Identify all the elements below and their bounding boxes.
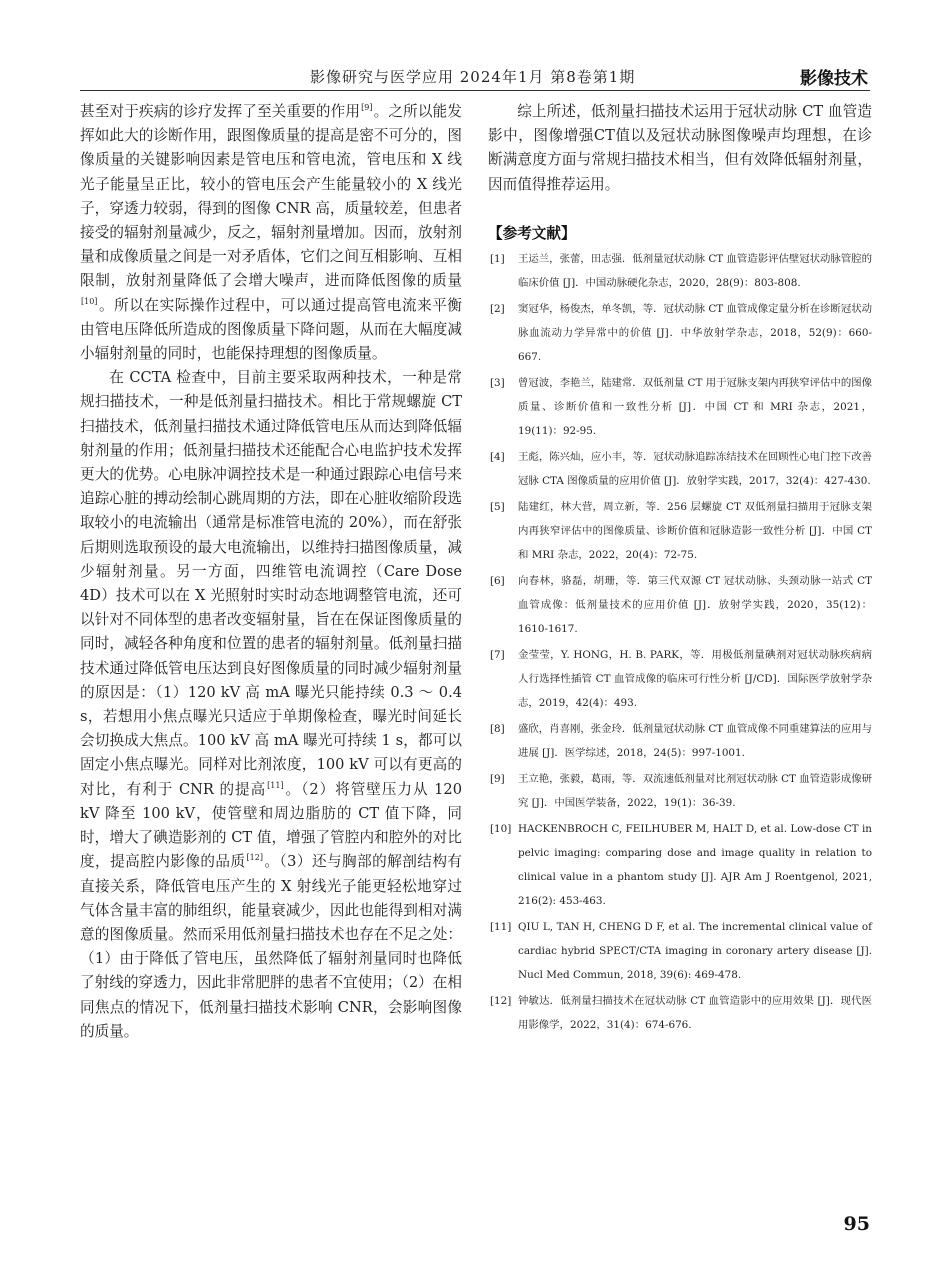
reference-text: QIU L, TAN H, CHENG D F, et al. The incremental clinical value of cardiac hybrid SPECT/CTA imaging in coronary artery disease [J]. Nucl Med Commun, 2018, 39(6): 469-478. — [518, 920, 872, 981]
reference-item — [488, 247, 872, 295]
header-rule — [80, 90, 870, 91]
body-paragraph — [80, 100, 462, 366]
reference-number: [4] — [490, 450, 505, 463]
reference-number: [1] — [490, 252, 505, 265]
reference-number: [12] — [490, 994, 512, 1007]
left-column — [80, 100, 462, 1044]
reference-text: 窦冠华，杨俊杰，单冬凯，等．冠状动脉 CT 血管成像定量分析在诊断冠状动脉血流动力学异常中的价值 [J]．中华放射学杂志，2018，52(9)：660-667. — [518, 302, 872, 363]
citation-marker[interactable]: [11] — [267, 780, 284, 790]
citation-marker[interactable]: [9] — [361, 103, 373, 113]
paragraph-text: 。（2）将管壁压力从 120 kV 降至 100 kV，使管壁和周边脂肪的 CT 值下降，同时，增大了碘造影剂的 CT 值，增强了管腔内和腔外的对比度，提高腔内影像的品质 — [80, 780, 463, 871]
conclusion-paragraph: 综上所述，低剂量扫描技术运用于冠状动脉 CT 血管造影中，图像增强CT值以及冠状动脉图像噪声均理想，在诊断满意度方面与常规扫描技术相当，但有效降低辐射剂量，因而值得推荐运用。 — [488, 103, 872, 193]
reference-item — [488, 495, 872, 567]
reference-item — [488, 297, 872, 369]
reference-number: [3] — [490, 376, 505, 389]
reference-number: [6] — [490, 574, 505, 587]
reference-number: [7] — [490, 648, 505, 661]
reference-item — [488, 817, 872, 913]
reference-number: [9] — [490, 772, 505, 785]
references-heading: 【参考文献】 — [488, 224, 576, 242]
body-paragraph — [80, 366, 462, 1044]
paragraph-text: 。所以在实际操作过程中，可以通过提高管电流来平衡由管电压降低所造成的图像质量下降问题，从而在大幅度减小辐射剂量的同时，也能保持理想的图像质量。 — [80, 296, 462, 363]
reference-item — [488, 989, 872, 1037]
section-title: 影像技术 — [800, 69, 868, 89]
citation-marker[interactable]: [10] — [81, 296, 98, 306]
paragraph-text: 。之所以能发挥如此大的诊断作用，跟图像质量的提高是密不可分的，图像质量的关键影响因素是管电压和管电流，管电压和 X 线光子能量呈正比，较小的管电压会产生能量较小的 X 线光子，穿透力较弱，得到的图像 CNR 高，质量较差，但患者接受的辐射剂量减少，反之，辐射剂量增加。因而，放射剂量和成像质量之间是一对矛盾体，它们之间互相影响、互相限制，放射剂量降低了会增大噪声，进而降低图像的质量 — [80, 103, 462, 290]
reference-text: 陆建红，林大营，周立新，等．256 层螺旋 CT 双低剂量扫描用于冠脉支架内再狭窄评估中的图像质量、诊断价值和冠脉造影一致性分析 [J]．中国 CT 和 MRI 杂志，2022，20(4)：72-75. — [518, 500, 872, 561]
reference-text: 盛欣，肖喜刚，张金玲．低剂量冠状动脉 CT 血管成像不同重建算法的应用与进展 [J]．医学综述，2018，24(5)：997-1001. — [518, 722, 872, 759]
reference-list — [488, 247, 872, 1037]
reference-text: HACKENBROCH C, FEILHUBER M, HALT D, et al. Low-dose CT in pelvic imaging: comparing dose and image quality in relation to clinical value in a phantom study [J]. AJR Am J Roentgenol, 2021, 216(2): 453-463. — [518, 822, 872, 907]
reference-number: [2] — [490, 302, 505, 315]
reference-text: 钟敏达．低剂量扫描技术在冠状动脉 CT 血管造影中的应用效果 [J]．现代医用影像学，2022，31(4)：674-676. — [518, 994, 872, 1031]
running-header — [80, 64, 870, 90]
reference-item — [488, 717, 872, 765]
reference-text: 王彪，陈兴灿，应小丰，等．冠状动脉追踪冻结技术在回顾性心电门控下改善冠脉 CTA 图像质量的应用价值 [J]．放射学实践，2017，32(4)：427-430. — [518, 450, 872, 487]
reference-number: [8] — [490, 722, 505, 735]
citation-marker[interactable]: [12] — [246, 853, 263, 863]
reference-text: 金莹莹，Y. HONG，H. B. PARK，等．用极低剂量碘剂对冠状动脉疾病病人行选择性插管 CT 血管成像的临床可行性分析 [J/CD]．国际医学放射学杂志，2019，42(4)：493. — [518, 648, 872, 709]
paragraph-text: 在 CCTA 检查中，目前主要采取两种技术，一种是常规扫描技术，一种是低剂量扫描技术。相比于常规螺旋 CT 扫描技术，低剂量扫描技术通过降低管电压从而达到降低辐射剂量的作用；低剂量扫描技术还能配合心电监护技术发挥更大的优势。心电脉冲调控技术是一种通过跟踪心电信号来追踪心脏的搏动绘制心跳周期的方法，即在心脏收缩阶段选取较小的电流输出（通常是标准管电流的 20%），而在舒张后期则选取预设的最大电流输出，以维持扫描图像质量，减少辐射剂量。另一方面，四维管电流调控（Care Dose 4D）技术可以在 X 光照射时实时动态地调整管电流，还可以针对不同体型的患者改变辐射量，旨在在保证图像质量的同时，减轻各种角度和位置的患者的辐射剂量。低剂量扫描技术通过降低管电压达到良好图像质量的同时减少辐射剂量的原因是：（1）120 kV 高 mA 曝光只能持续 0.3 ～ 0.4 s，若想用小焦点曝光只适应于单期像检查，曝光时间延长会切换成大焦点。100 kV 高 mA 曝光可持续 1 s，都可以固定小焦点曝光。同样对比剂浓度，100 kV 可以有更高的对比，有利于 CNR 的提高 — [80, 369, 462, 798]
reference-item — [488, 915, 872, 987]
paragraph-text: 。（3）还与胸部的解剖结构有直接关系，降低管电压产生的 X 射线光子能更轻松地穿过气体含量丰富的肺组织，能量衰减少，因此也能得到相对满意的图像质量。然而采用低剂量扫描技术也存在不足之处：（1）由于降低了管电压，虽然降低了辐射剂量同时也降低了射线的穿透力，因此非常肥胖的患者不宜使用；（2）在相同焦点的情况下，低剂量扫描技术影响 CNR，会影响图像的质量。 — [80, 853, 462, 1040]
reference-item — [488, 569, 872, 641]
reference-text: 王立艳，张毅，葛雨，等．双流速低剂量对比剂冠状动脉 CT 血管造影成像研究 [J]．中国医学装备，2022，19(1)：36-39. — [518, 772, 872, 809]
reference-number: [5] — [490, 500, 505, 513]
reference-item — [488, 643, 872, 715]
right-column — [488, 100, 872, 1037]
reference-item — [488, 371, 872, 443]
reference-item — [488, 767, 872, 815]
reference-number: [11] — [490, 920, 512, 933]
journal-info: 影像研究与医学应用 2024年1月 第8卷第1期 — [310, 68, 636, 86]
reference-text: 曾冠波，李艳兰，陆建常．双低剂量 CT 用于冠脉支架内再狭窄评估中的图像质量、诊断价值和一致性分析 [J]．中国 CT 和 MRI 杂志，2021，19(11)：92-95. — [518, 376, 872, 437]
reference-text: 向春林，骆磊，胡珊，等．第三代双源 CT 冠状动脉、头颈动脉一站式 CT 血管成像：低剂量技术的应用价值 [J]．放射学实践，2020，35(12)：1610-1617. — [518, 574, 872, 635]
reference-text: 王运兰，张蕾，田志强．低剂量冠状动脉 CT 血管造影评估壁冠状动脉管腔的临床价值 [J]．中国动脉硬化杂志，2020，28(9)：803-808. — [518, 252, 872, 289]
reference-number: [10] — [490, 822, 512, 835]
paragraph-text: 甚至对于疾病的诊疗发挥了至关重要的作用 — [80, 103, 361, 120]
page-number: 95 — [843, 1213, 870, 1235]
reference-item — [488, 445, 872, 493]
